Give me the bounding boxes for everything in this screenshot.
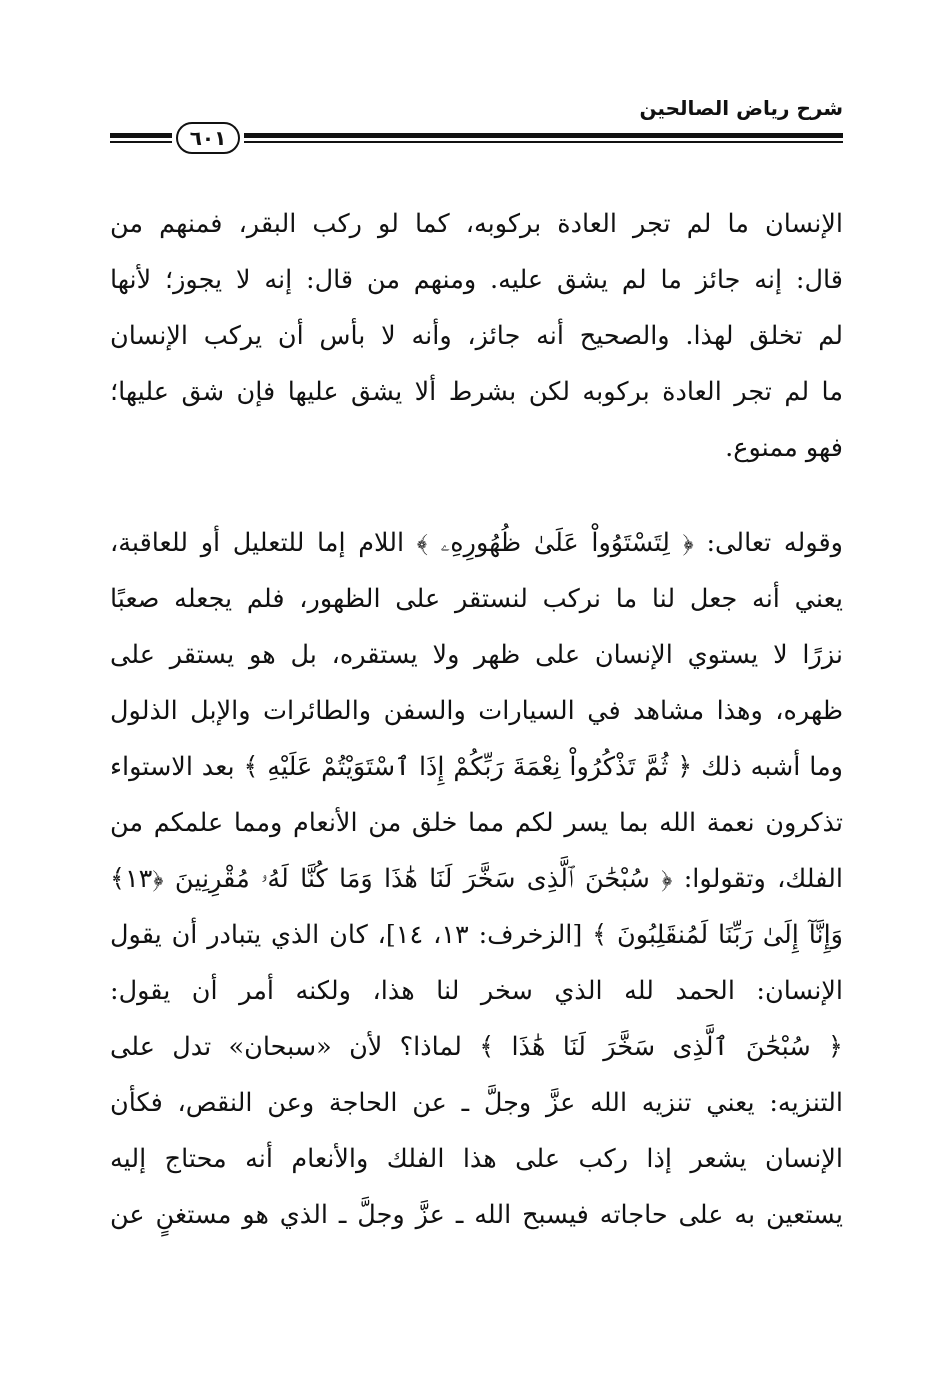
text-line: ما لم تجر العادة بركوبه لكن بشرط ألا يشق عليها فإن شق عليها؛ bbox=[110, 377, 843, 407]
text-line: يعني أنه جعل لنا ما نركب لنستقر على الظهور، فلم يجعله صعبًا bbox=[110, 584, 843, 614]
page-number bbox=[176, 122, 240, 154]
text-line: الإنسان يشعر إذا ركب على هذا الفلك والأنعام أنه محتاج إليه bbox=[110, 1144, 843, 1174]
text-line: فهو ممنوع. bbox=[725, 433, 843, 463]
text-line: نزرًا لا يستوي الإنسان على ظهر ولا يستقره، بل هو يستقر على bbox=[110, 640, 843, 670]
text-line: وَإِنَّآ إِلَىٰ رَبِّنَا لَمُنقَلِبُونَ ﴾ [الزخرف: ١٣، ١٤]، كان الذي يتبادر أن يقول bbox=[110, 920, 843, 950]
page-number-text: ٦٠١ bbox=[189, 126, 227, 150]
text-line: تذكرون نعمة الله بما يسر لكم مما خلق من الأنعام ومما علمكم من bbox=[110, 808, 843, 838]
header-rule bbox=[110, 122, 843, 158]
running-title: شرح رياض الصالحين bbox=[639, 96, 843, 120]
text-line: التنزيه: يعني تنزيه الله عزَّ وجلَّ ـ عن الحاجة وعن النقص، فكأن bbox=[110, 1088, 843, 1118]
text-line: الإنسان: الحمد لله الذي سخر لنا هذا، ولكنه أمر أن يقول: bbox=[110, 976, 843, 1006]
text-line: وما أشبه ذلك ﴿ ثُمَّ تَذْكُرُواْ نِعْمَةَ رَبِّكُمْ إِذَا ٱسْتَوَيْتُمْ عَلَيْهِ ﴾ بعد الاستواء bbox=[110, 752, 843, 782]
text-line: لم تخلق لهذا. والصحيح أنه جائز، وأنه لا بأس أن يركب الإنسان bbox=[110, 321, 843, 351]
text-line: الفلك، وتقولوا: ﴿ سُبْحَٰنَ ٱلَّذِى سَخَّرَ لَنَا هَٰذَا وَمَا كُنَّا لَهُۥ مُقْرِنِينَ ﴿١٣﴾ bbox=[110, 864, 843, 894]
text-line: الإنسان ما لم تجر العادة بركوبه، كما لو ركب البقر، فمنهم من bbox=[110, 209, 843, 239]
paragraph-2 bbox=[110, 515, 843, 1243]
text-line: ﴿ سُبْحَٰنَ ٱلَّذِى سَخَّرَ لَنَا هَٰذَا ﴾ لماذا؟ لأن «سبحان» تدل على bbox=[110, 1032, 843, 1062]
header-rule-left bbox=[110, 133, 172, 147]
header-rule-right bbox=[244, 133, 843, 147]
text-line: وقوله تعالى: ﴿ لِتَسْتَوُواْ عَلَىٰ ظُهُورِهِۦ ﴾ اللام إما للتعليل أو للعاقبة، bbox=[110, 528, 843, 558]
paragraph-1 bbox=[110, 196, 843, 476]
text-line: قال: إنه جائز ما لم يشق عليه. ومنهم من قال: إنه لا يجوز؛ لأنها bbox=[110, 265, 843, 295]
text-line: ظهره، وهذا مشاهد في السيارات والسفن والطائرات والإبل الذلول bbox=[110, 696, 843, 726]
text-line: يستعين به على حاجاته فيسبح الله ـ عزَّ وجلَّ ـ الذي هو مستغنٍ عن bbox=[110, 1200, 843, 1230]
